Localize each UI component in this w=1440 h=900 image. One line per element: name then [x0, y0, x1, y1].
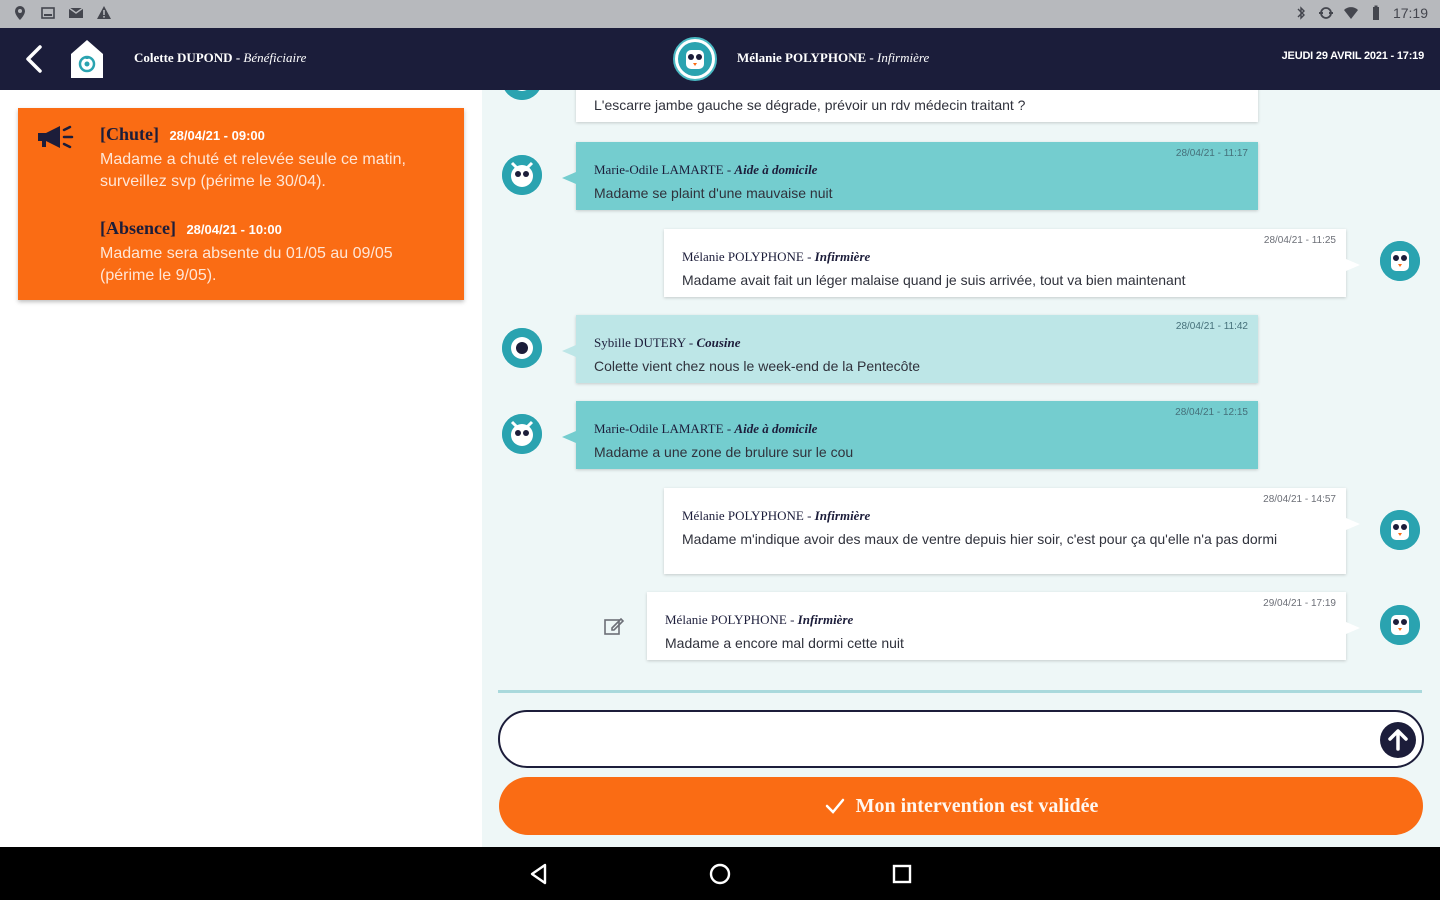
- alert-item: [100, 124, 450, 193]
- alert-tag: [Absence]: [100, 218, 176, 238]
- message-text: Madame a une zone de brulure sur le cou: [594, 444, 854, 460]
- message-bubble[interactable]: [576, 142, 1258, 210]
- owl-icon: [502, 414, 542, 454]
- intervenant-name: Mélanie POLYPHONE: [737, 50, 867, 65]
- message-text: Madame se plaint d'une mauvaise nuit: [594, 185, 833, 201]
- mail-icon: [68, 5, 84, 21]
- message-composer[interactable]: [498, 710, 1424, 768]
- owl-icon: [675, 39, 715, 79]
- system-nav-bar: [0, 847, 1440, 900]
- owl-icon: [1380, 605, 1420, 645]
- message-author: Marie-Odile LAMARTE - Aide à domicile: [594, 162, 818, 177]
- message-bubble[interactable]: [664, 229, 1346, 297]
- warning-icon: [96, 5, 112, 21]
- validate-intervention-button[interactable]: [499, 777, 1423, 835]
- sync-icon: [1318, 5, 1334, 21]
- author-avatar: [502, 414, 542, 454]
- alerts-card[interactable]: [18, 108, 464, 300]
- message-time: 28/04/21 - 11:17: [1175, 148, 1248, 159]
- send-button[interactable]: [1380, 722, 1416, 758]
- author-avatar: [1380, 510, 1420, 550]
- message-text: Colette vient chez nous le week-end de la Pentecôte: [594, 358, 921, 374]
- owl-icon: [502, 328, 542, 368]
- header-datetime: JEUDI 29 AVRIL 2021 - 17:19: [1281, 50, 1424, 62]
- owl-icon: [502, 155, 542, 195]
- intervenant-role: Infirmière: [877, 50, 930, 65]
- status-left-icons: [12, 5, 112, 21]
- bluetooth-icon: [1293, 5, 1309, 21]
- author-avatar: [502, 155, 542, 195]
- home-logo-icon[interactable]: [68, 38, 106, 80]
- location-icon: [12, 5, 28, 21]
- screen-icon: [40, 5, 56, 21]
- message-text: L'escarre jambe gauche se dégrade, prévoir un rdv médecin traitant ?: [594, 97, 1026, 113]
- message-time: 28/04/21 - 12:15: [1175, 407, 1248, 418]
- message-text: Madame avait fait un léger malaise quand je suis arrivée, tout va bien maintenant: [682, 272, 1186, 288]
- message-time: 28/04/21 - 11:42: [1175, 321, 1248, 332]
- message-bubble[interactable]: [647, 592, 1346, 660]
- app-header: [0, 28, 1440, 90]
- author-avatar: [502, 90, 542, 100]
- status-right-icons: [1293, 5, 1428, 21]
- alert-date: 28/04/21 - 10:00: [186, 222, 282, 237]
- wifi-icon: [1343, 5, 1359, 21]
- message-author: Sybille DUTERY - Cousine: [594, 335, 741, 350]
- author-avatar: [1380, 241, 1420, 281]
- alert-text: Madame a chuté et relevée seule ce matin, surveillez svp (périme le 30/04).: [100, 151, 406, 190]
- megaphone-icon: [34, 124, 78, 150]
- arrow-up-icon: [1380, 722, 1416, 758]
- intervenant-avatar: [673, 37, 717, 81]
- message-bubble[interactable]: [664, 488, 1346, 574]
- author-avatar: [1380, 605, 1420, 645]
- check-icon: [824, 795, 846, 817]
- message-bubble[interactable]: [576, 90, 1258, 122]
- message-author: Mélanie POLYPHONE - Infirmière: [682, 508, 871, 523]
- message-author: Mélanie POLYPHONE - Infirmière: [682, 249, 871, 264]
- alert-tag: [Chute]: [100, 124, 159, 144]
- nav-home-icon[interactable]: [707, 861, 733, 887]
- beneficiary-label: Colette DUPOND - Bénéficiaire: [134, 50, 307, 65]
- message-bubble[interactable]: [576, 315, 1258, 383]
- message-time: 29/04/21 - 17:19: [1263, 598, 1336, 609]
- alerts-panel: [0, 90, 482, 847]
- message-author: Mélanie POLYPHONE - Infirmière: [665, 612, 854, 627]
- author-avatar: [502, 328, 542, 368]
- edit-icon[interactable]: [602, 614, 626, 638]
- status-time: 17:19: [1392, 5, 1428, 21]
- validate-button-label: Mon intervention est validée: [855, 794, 1099, 817]
- message-time: 28/04/21 - 14:57: [1263, 494, 1336, 505]
- system-status-bar: [0, 0, 1440, 28]
- message-bubble[interactable]: [576, 401, 1258, 469]
- nav-recents-icon[interactable]: [889, 861, 915, 887]
- owl-icon: [1380, 241, 1420, 281]
- back-arrow-icon[interactable]: [20, 42, 50, 76]
- message-text: Madame a encore mal dormi cette nuit: [665, 635, 904, 651]
- chat-area[interactable]: [482, 90, 1440, 847]
- owl-icon: [502, 90, 542, 100]
- nav-back-icon[interactable]: [526, 861, 552, 887]
- alert-date: 28/04/21 - 09:00: [169, 128, 265, 143]
- message-author: Marie-Odile LAMARTE - Aide à domicile: [594, 421, 818, 436]
- beneficiary-role: Bénéficiaire: [243, 50, 307, 65]
- alert-text: Madame sera absente du 01/05 au 09/05 (périme le 9/05).: [100, 245, 393, 284]
- message-input[interactable]: [520, 724, 1360, 754]
- owl-icon: [1380, 510, 1420, 550]
- message-time: 28/04/21 - 11:25: [1263, 235, 1336, 246]
- message-text: Madame m'indique avoir des maux de ventre depuis hier soir, c'est pour ça qu'elle n'a pas dormi: [682, 531, 1278, 547]
- intervenant-label: Mélanie POLYPHONE - Infirmière: [737, 50, 930, 65]
- beneficiary-name: Colette DUPOND: [134, 50, 233, 65]
- battery-icon: [1368, 5, 1384, 21]
- alert-item: [100, 218, 450, 287]
- chat-divider: [498, 690, 1422, 693]
